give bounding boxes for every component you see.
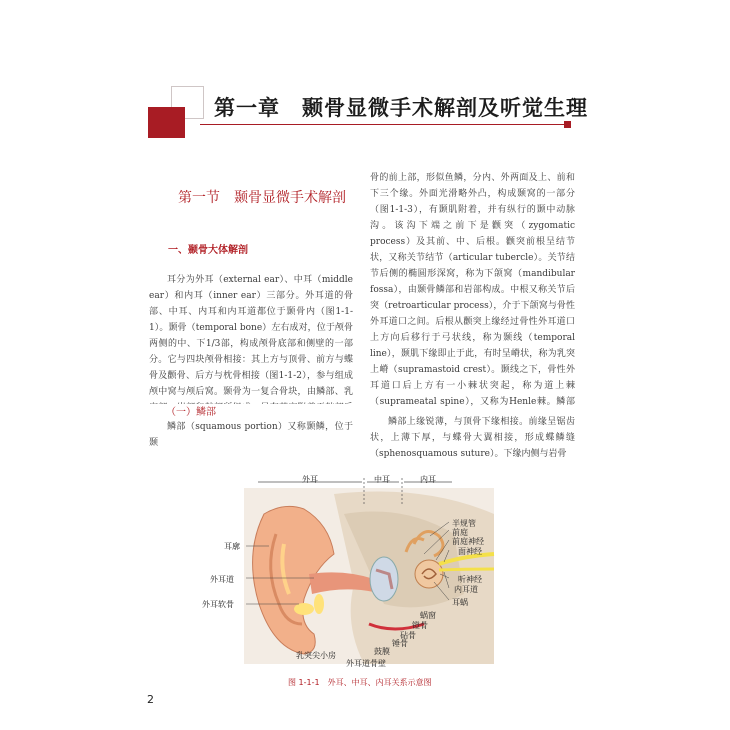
figure-caption: 图 1-1-1 外耳、中耳、内耳关系示意图 — [288, 678, 432, 687]
right-column-text-1 — [370, 170, 575, 410]
figure-label-mastoid-cells: 乳突尖小房 — [296, 651, 336, 660]
left-column-text-2 — [149, 419, 353, 451]
figure-label-stapes: 镫骨 — [412, 621, 428, 630]
figure-label-eardrum: 鼓膜 — [374, 647, 390, 656]
paragraph: 骨的前上部，形似鱼鳞，分内、外两面及上、前和下三个缘。外面光滑略外凸，构成颞窝的一部分（图1-1-3），有颞肌附着，并有纵行的颞中动脉沟。该沟下端之前下是颧突（zygomatic process）及其前、中、后根。颧突前根呈结节状，又称关节结节（articular tubercle）。关节结节后侧的椭圆形深窝，称为下颌窝（mandibular fossa），由颞骨鳞部和岩部构成。中根又称关节后突（retroarticular process），介于下颌窝与骨性外耳道口之间。后根从颧突上缘经过骨性外耳道口上方向后移行于弓状线，称为颞线（temporal line），颞肌下缘即止于此，有时呈嵴状，称为乳突上嵴（supramastoid crest）。颞线之下，骨性外耳道口后上方有一小棘状突起，称为道上棘（suprameatal spine），又称为Henle棘。鳞部 — [370, 173, 575, 407]
figure-label-internal-canal: 内耳道 — [454, 585, 478, 594]
figure-label-middle-ear: 中耳 — [374, 475, 390, 484]
figure-label-inner-ear: 内耳 — [420, 475, 436, 484]
chapter-rule-end — [564, 121, 571, 128]
subsection-heading-1: 一、颞骨大体解剖 — [168, 245, 248, 256]
chapter-rule — [200, 124, 566, 125]
figure-label-round-window: 蜗窗 — [420, 611, 436, 620]
right-column-text-2 — [370, 414, 575, 462]
figure-label-canal-bone-wall: 外耳道骨壁 — [346, 659, 386, 668]
figure-label-vestibular-nerve: 前庭神经 — [452, 537, 484, 546]
paragraph: 鳞部（squamous portion）又称颞鳞，位于颞 — [149, 422, 353, 448]
figure-label-ear-canal: 外耳道 — [210, 575, 234, 584]
ear-anatomy-illustration — [224, 474, 509, 670]
chapter-mark-accent — [148, 107, 185, 138]
paragraph: 耳分为外耳（external ear）、中耳（middle ear）和内耳（inner ear）三部分。外耳道的骨部、中耳、内耳和内耳道都位于颞骨内（图1-1-1）。颞骨（temporal bone）左右成对，位于颅骨两侧的中、下1/3部，构成颅骨底部和侧壁的一部分。它与四块颅骨相接：其上方与顶骨、前方与蝶骨及颧骨、后方与枕骨相接（图1-1-2），参与组成颅中窝与颅后窝。颞骨为一复合骨块，由鳞部、乳 — [149, 275, 353, 397]
ear-anatomy-figure — [202, 474, 509, 670]
paragraph: 鳞部上缘锐薄，与顶骨下缘相接。前缘呈锯齿状，上薄下厚，与蝶骨大翼相接，形成蝶鳞缝（sphenosquamous suture）。下缘内侧与岩骨 — [370, 417, 575, 459]
subsection-heading-2: （一）鳞部 — [166, 407, 216, 418]
figure-label-auditory-nerve: 听神经 — [458, 575, 482, 584]
figure-label-ear-cartilage: 外耳软骨 — [202, 600, 234, 609]
page-number: 2 — [147, 693, 154, 706]
figure-label-cochlea: 耳蜗 — [452, 598, 468, 607]
figure-label-outer-ear: 外耳 — [302, 475, 318, 484]
figure-label-auricle: 耳廓 — [224, 542, 240, 551]
figure-label-vestibule: 前庭 — [452, 528, 468, 537]
figure-label-semicircular-canal: 半规管 — [452, 519, 476, 528]
figure-label-facial-nerve: 面神经 — [458, 547, 482, 556]
section-title: 第一节 颞骨显微手术解剖 — [178, 190, 346, 206]
figure-label-malleus: 锤骨 — [392, 639, 408, 648]
figure-label-incus: 砧骨 — [400, 631, 416, 640]
chapter-title: 第一章 颞骨显微手术解剖及听觉生理 — [214, 96, 588, 120]
left-column-text-1 — [149, 272, 353, 404]
